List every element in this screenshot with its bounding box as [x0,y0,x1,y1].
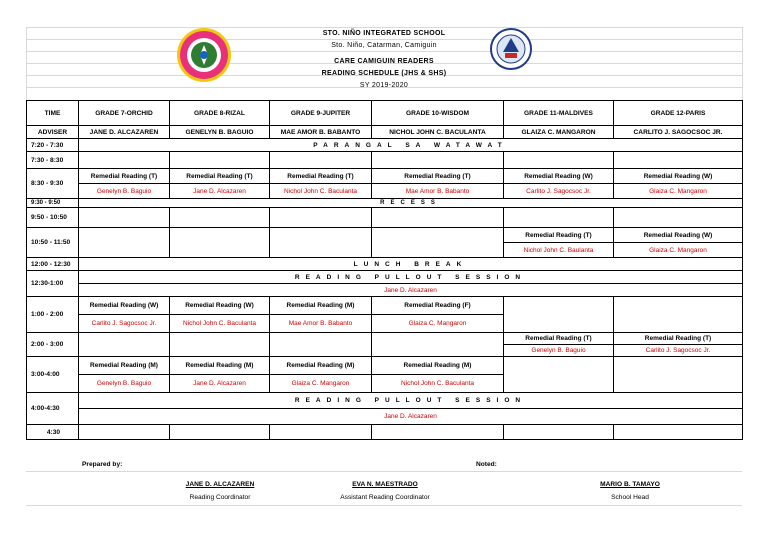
sheet-gridline [26,471,742,472]
time-cell: 7:30 - 8:30 [27,152,79,169]
time-cell: 12:30-1:00 [27,271,79,297]
subject-cell: Remedial Reading (T) [270,169,372,184]
grade-12-header: GRADE 12-PARIS [614,101,743,126]
time-cell: 3:00-4:00 [27,357,79,393]
signatory-title: Reading Coordinator [189,494,251,501]
pullout-banner: READING PULLOUT SESSION [79,393,743,409]
teacher-cell: Nichol John C. Baculanta [170,315,270,333]
grade-8-header: GRADE 8-RIZAL [170,101,270,126]
signatory-title: School Head [611,494,649,501]
time-cell: 12:00 - 12:30 [27,258,79,271]
teacher-cell: Glaiza C. Mangaron [614,243,743,258]
teacher-cell: Nichol John C. Baculanta [270,184,372,199]
teacher-cell: Glaiza C. Mangaron [270,375,372,393]
subject-cell: Remedial Reading (W) [170,297,270,315]
teacher-cell: Mae Amor B. Babanto [270,315,372,333]
pullout-teacher: Jane D. Alcazaren [79,409,743,425]
time-cell: 2:00 - 3:00 [27,333,79,357]
grade-10-header: GRADE 10-WISDOM [372,101,504,126]
sheet-gridline [26,27,742,28]
table-row [27,199,743,208]
time-header: TIME [27,101,79,126]
pullout-teacher: Jane D. Alcazaren [79,284,743,297]
teacher-cell: Mae Amor B. Babanto [372,184,504,199]
recess-banner: RECESS [79,199,743,208]
teacher-cell: Jane D. Alcazaren [170,375,270,393]
sheet-gridline [26,51,742,52]
teacher-cell: Carlito J. Sagocsoc Jr. [504,184,614,199]
table-row [27,271,743,284]
subject-cell: Remedial Reading (T) [372,169,504,184]
teacher-cell: Genelyn B. Baguio [504,345,614,357]
subject-cell: Remedial Reading (T) [170,169,270,184]
signatory-name: JANE D. ALCAZAREN [185,481,255,488]
subject-cell: Remedial Reading (W) [614,228,743,243]
table-row [27,357,743,375]
grade-9-header: GRADE 9-JUPITER [270,101,372,126]
noted-label: Noted: [476,461,497,468]
signature-reading-coordinator [150,481,290,501]
teacher-cell: Carlito J. Sagocsoc Jr. [614,345,743,357]
time-cell: 10:50 - 11:50 [27,228,79,258]
sheet-gridline [26,505,742,506]
time-cell: 9:50 - 10:50 [27,208,79,228]
table-row [27,152,743,169]
table-row [27,208,743,228]
adviser-grade-8: GENELYN B. BAGUIO [170,126,270,139]
table-row [27,409,743,425]
subject-cell: Remedial Reading (W) [79,297,170,315]
subject-cell: Remedial Reading (W) [504,169,614,184]
school-year: SY 2019-2020 [359,82,409,89]
table-row [27,297,743,315]
adviser-grade-11: GLAIZA C. MANGARON [504,126,614,139]
signature-school-head [560,481,700,501]
table-row [27,284,743,297]
adviser-grade-12: CARLITO J. SAGOCSOC JR. [614,126,743,139]
school-seal-logo [176,27,232,83]
subject-cell: Remedial Reading (M) [170,357,270,375]
time-cell: 1:00 - 2:00 [27,297,79,333]
grade-header-row [27,101,743,126]
teacher-cell: Genelyn B. Baguio [79,184,170,199]
time-cell: 4:30 [27,425,79,440]
table-row [27,425,743,440]
table-row [27,169,743,184]
signatory-name: MARIO B. TAMAYO [600,481,660,488]
parangal-banner: PARANGAL SA WATAWAT [79,139,743,152]
subject-cell: Remedial Reading (M) [372,357,504,375]
subject-cell: Remedial Reading (T) [614,333,743,345]
time-cell: 9:30 - 9:50 [27,199,79,208]
table-row [27,139,743,152]
schedule-table [26,100,743,440]
teacher-cell: Jane D. Alcazaren [170,184,270,199]
deped-seal-logo [490,28,532,70]
program-title: CARE CAMIGUIN READERS [334,58,434,65]
sheet-gridline [26,39,742,40]
table-row [27,184,743,199]
table-row [27,228,743,243]
schedule-title: READING SCHEDULE (JHS & SHS) [321,70,447,77]
adviser-label: ADVISER [27,126,79,139]
grade-7-header: GRADE 7-ORCHID [79,101,170,126]
teacher-cell: Glaiza C. Mangaron [372,315,504,333]
pullout-banner: READING PULLOUT SESSION [79,271,743,284]
table-row [27,258,743,271]
time-cell: 4:00-4:30 [27,393,79,425]
time-cell: 8:30 - 9:30 [27,169,79,199]
table-row [27,393,743,409]
school-name: STO. NIÑO INTEGRATED SCHOOL [322,30,446,37]
teacher-cell: Nichol John C. Baculanta [372,375,504,393]
signatory-name: EVA N. MAESTRADO [352,481,418,488]
lunch-banner: LUNCH BREAK [79,258,743,271]
subject-cell: Remedial Reading (T) [504,228,614,243]
teacher-cell: Genelyn B. Baguio [79,375,170,393]
subject-cell: Remedial Reading (M) [79,357,170,375]
adviser-grade-10: NICHOL JOHN C. BACULANTA [372,126,504,139]
time-cell: 7:20 - 7:30 [27,139,79,152]
teacher-cell: Carlito J. Sagocsoc Jr. [79,315,170,333]
school-address: Sto. Niño, Catarman, Camiguin [331,42,437,49]
teacher-cell: Glaiza C. Mangaron [614,184,743,199]
prepared-by-label: Prepared by: [82,461,123,468]
grade-11-header: GRADE 11-MALDIVES [504,101,614,126]
teacher-cell: Nichol John C. Baulanta [504,243,614,258]
subject-cell: Remedial Reading (T) [504,333,614,345]
subject-cell: Remedial Reading (F) [372,297,504,315]
subject-cell: Remedial Reading (M) [270,297,372,315]
subject-cell: Remedial Reading (T) [79,169,170,184]
adviser-grade-9: MAE AMOR B. BABANTO [270,126,372,139]
adviser-row [27,126,743,139]
subject-cell: Remedial Reading (M) [270,357,372,375]
subject-cell: Remedial Reading (W) [614,169,743,184]
signature-assistant-coordinator [315,481,455,501]
table-row [27,333,743,345]
signatory-title: Assistant Reading Coordinator [340,494,430,501]
adviser-grade-7: JANE D. ALCAZAREN [79,126,170,139]
